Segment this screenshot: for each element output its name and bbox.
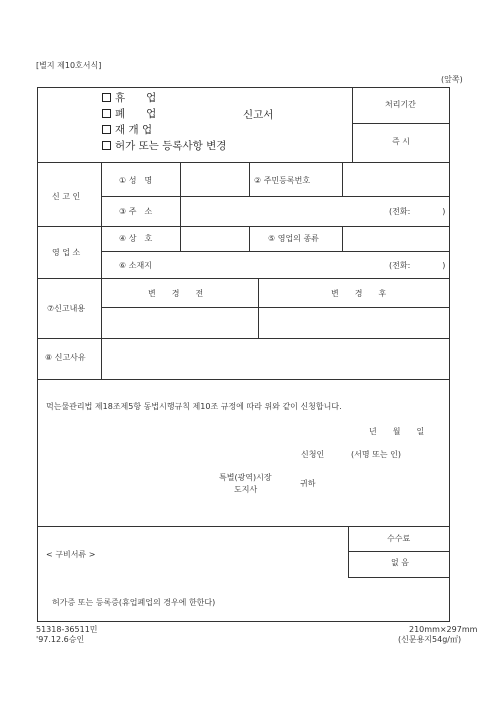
after-change-label: 변 경 후 — [331, 289, 387, 298]
applicant-phone-label: (전화: ) — [389, 207, 446, 216]
reason-section-label: ⑧ 신고사유 — [45, 353, 86, 362]
before-change-field[interactable] — [102, 308, 258, 338]
documents-item: 허가증 또는 등록증(휴업폐업의 경우에 한한다) — [52, 598, 216, 607]
form-number: [별지 제10호서식] — [36, 61, 102, 70]
title-suffix: 신고서 — [243, 109, 274, 121]
footer-code: 51318-36511민 — [36, 625, 98, 634]
before-change-label: 변 경 전 — [148, 289, 204, 298]
report-section-label: ⑦신고내용 — [47, 304, 86, 313]
authority-line1: 특별(광역)시장 — [219, 473, 272, 482]
fee-value: 없 음 — [391, 558, 409, 567]
footer-approval: '97.12.6승인 — [36, 635, 85, 644]
authority-line2: 도지사 — [234, 485, 258, 494]
location-label: ⑥ 소재지 — [119, 261, 152, 270]
footer-paper-size: 210mm×297mm — [409, 625, 478, 634]
declaration-date: 년 월 일 — [369, 427, 425, 436]
side-label: (앞쪽) — [441, 75, 463, 84]
trade-name-label: ④ 상 호 — [119, 234, 153, 243]
option-reopen[interactable]: 재 개 업 — [102, 125, 152, 136]
business-type-label: ⑤ 영업의 종류 — [268, 234, 319, 243]
checkbox-change[interactable] — [102, 141, 111, 150]
checkbox-closure[interactable] — [102, 93, 111, 102]
location-field[interactable] — [181, 252, 381, 278]
business-phone-label: (전화: ) — [389, 261, 446, 270]
name-label: ① 성 명 — [119, 176, 153, 185]
applicant-section-label: 신 고 인 — [52, 192, 81, 201]
trade-name-field[interactable] — [181, 227, 249, 251]
option-closure[interactable]: 휴 업 — [102, 93, 156, 104]
footer-paper-type: (신문용지54g/㎡) — [398, 635, 462, 644]
reason-field[interactable] — [102, 339, 449, 379]
address-field[interactable] — [181, 197, 381, 226]
declaration-statement: 먹는물관리법 제18조제5항 동법시행규칙 제10조 규정에 따라 위와 같이 신청합니다. — [46, 402, 342, 411]
documents-label: < 구비서류 > — [46, 550, 96, 559]
rrn-field[interactable] — [343, 163, 449, 196]
business-section-label: 영 업 소 — [52, 248, 81, 257]
business-type-field[interactable] — [343, 227, 449, 251]
checkbox-shutdown[interactable] — [102, 109, 111, 118]
processing-label: 처리기간 — [385, 100, 416, 109]
applicant-sign-label: 신청인 — [301, 450, 325, 459]
honorific: 귀하 — [300, 479, 316, 488]
rrn-label: ② 주민등록번호 — [254, 176, 311, 185]
fee-label: 수수료 — [387, 534, 411, 543]
name-field[interactable] — [181, 163, 249, 196]
processing-value: 즉 시 — [392, 137, 410, 146]
after-change-field[interactable] — [259, 308, 449, 338]
sign-or-seal-label: (서명 또는 인) — [351, 450, 401, 459]
address-label: ③ 주 소 — [119, 207, 153, 216]
option-change[interactable]: 허가 또는 등록사항 변경 — [102, 141, 226, 152]
option-shutdown[interactable]: 폐 업 — [102, 109, 156, 120]
checkbox-reopen[interactable] — [102, 125, 111, 134]
